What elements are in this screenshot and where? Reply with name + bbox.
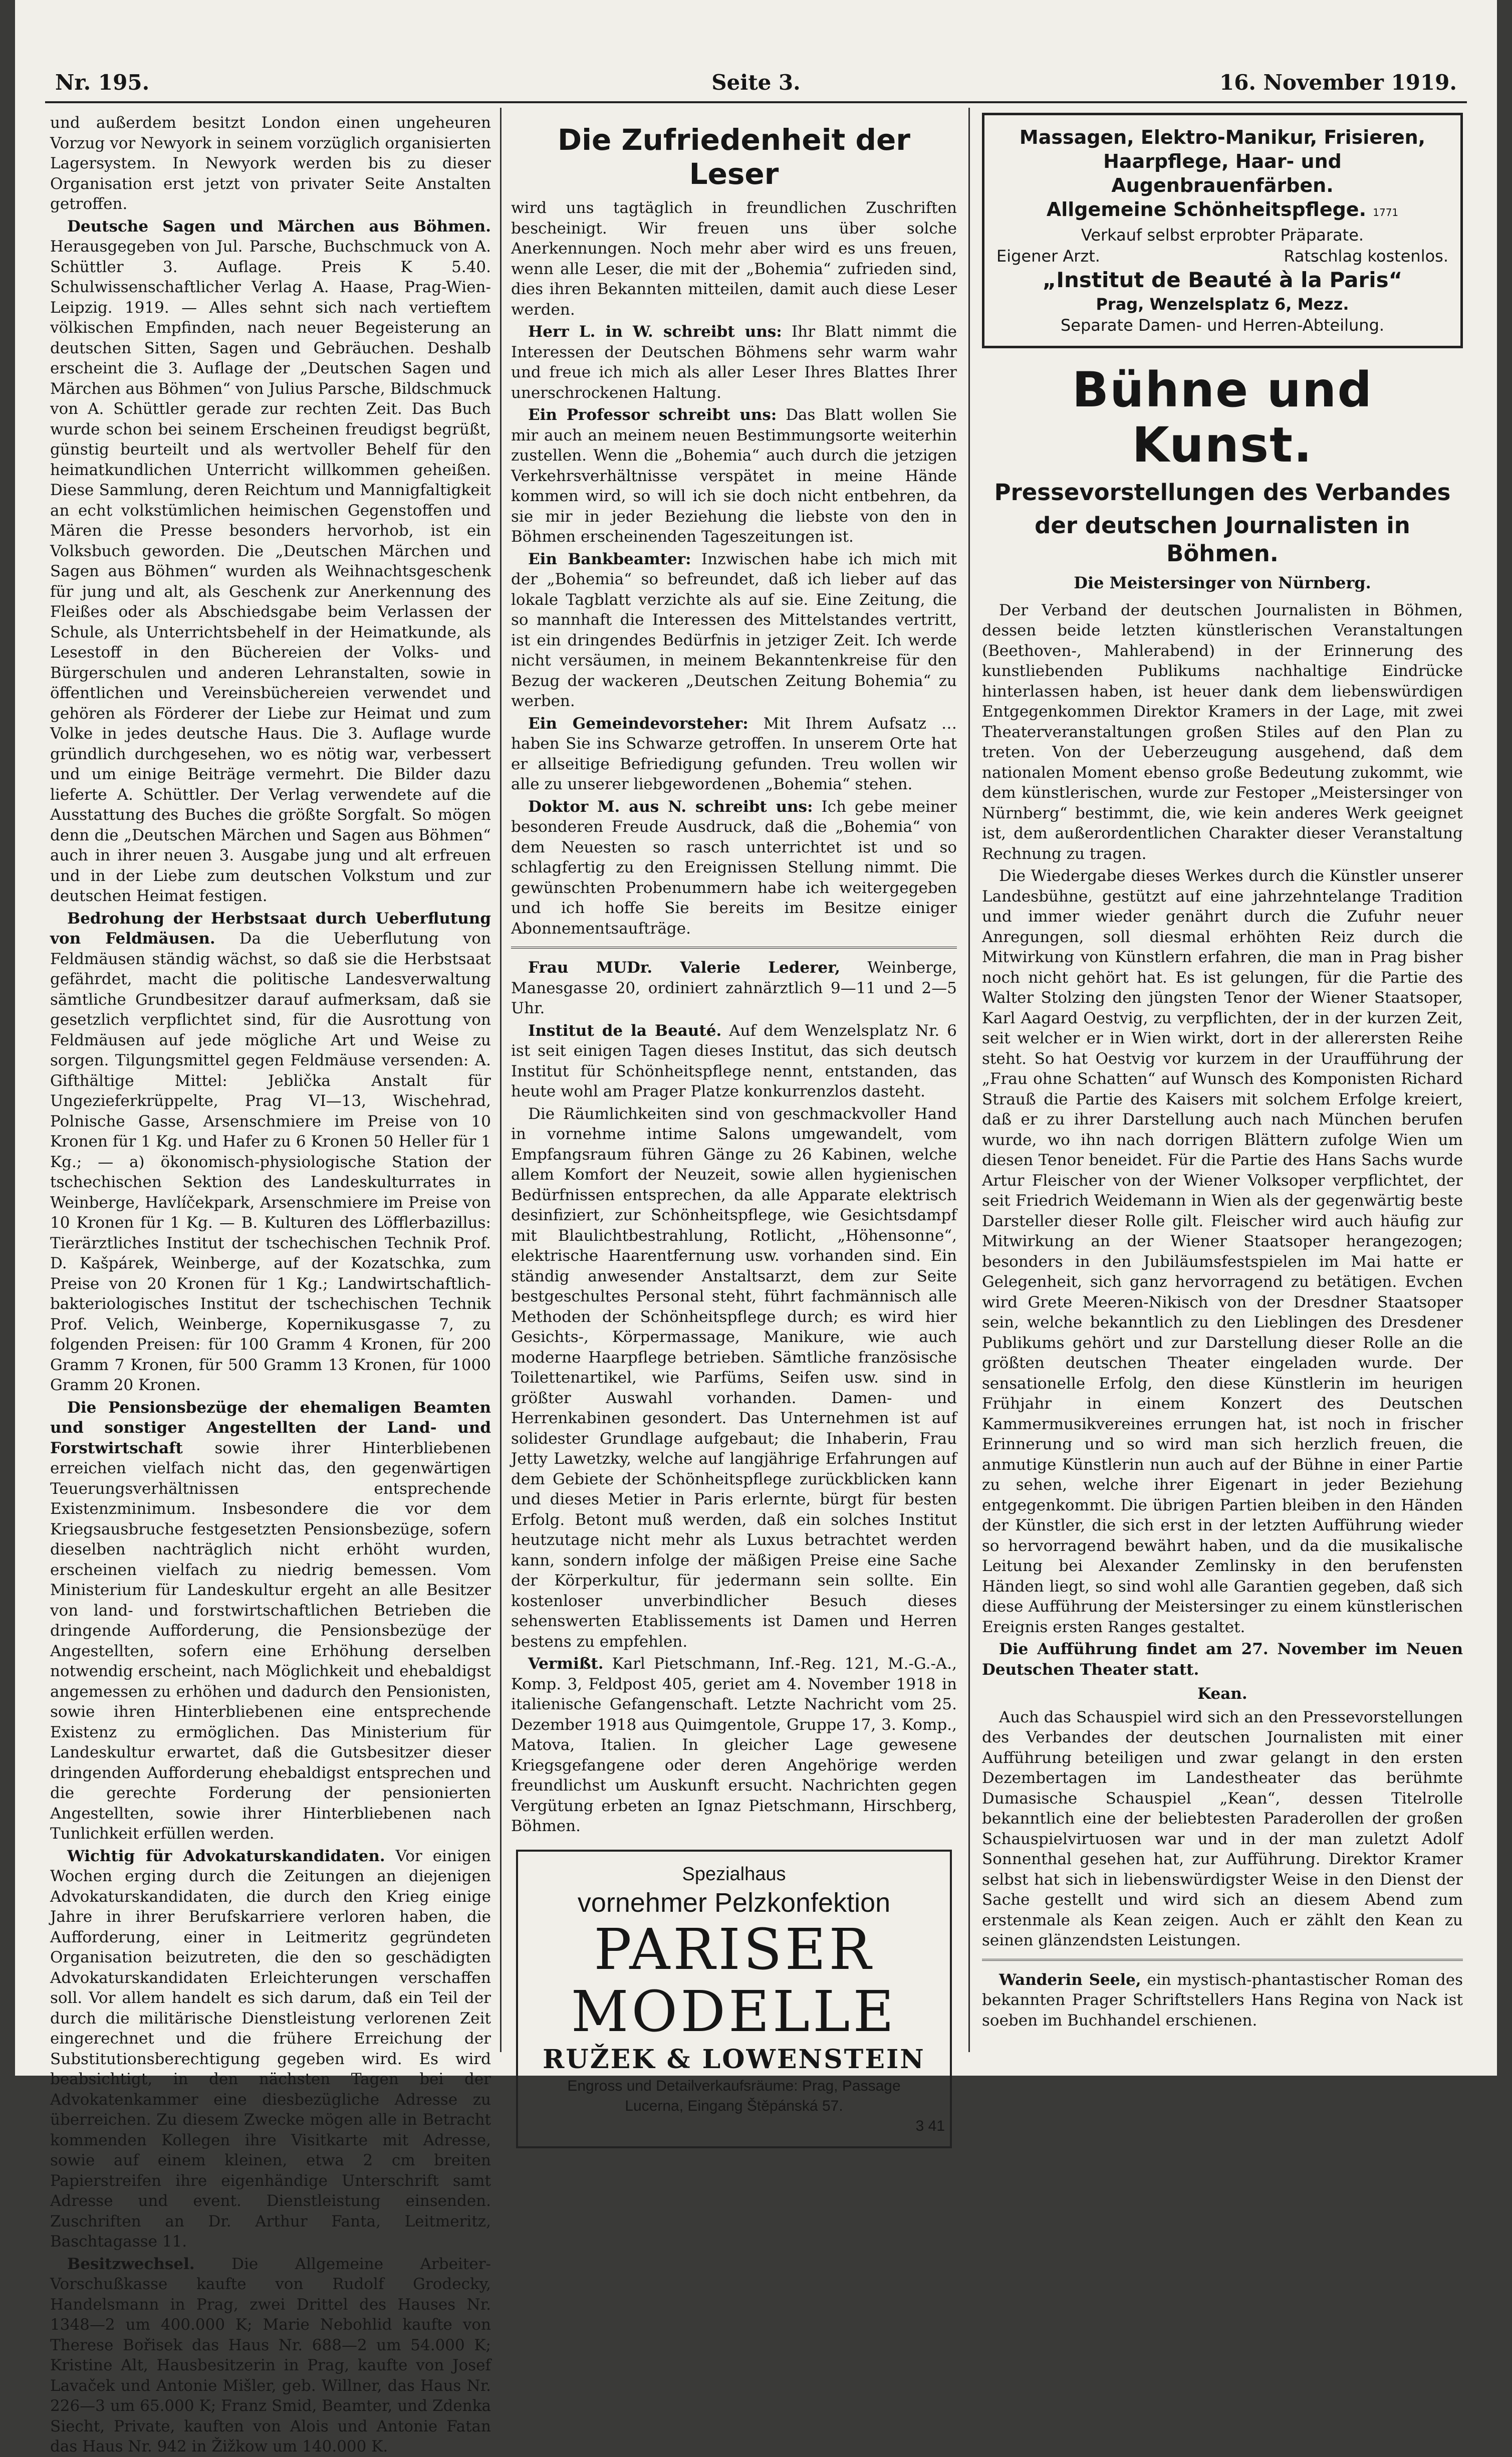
notice-beaute xyxy=(511,1021,957,1102)
article-kean: Auch das Schauspiel wird sich an den Pressevorstellungen des Verbandes der deutschen Journalisten mit einer Aufführung beteiligen und zwar gelangt in den ersten Dezembertagen im Landestheater das berühmte Dumasische Schauspiel „Kean“, dessen Titelrolle bekanntlich eine der beliebtesten Paraderollen der großen Schauspielvirtuosen war und in der man zuletzt Adolf Sonnenthal gesehen hat, zur Aufführung. Direktor Kramer selbst hat sich in liebenswürdigster Weise in den Dienst der Sache gestellt und wird sich an diesem Abend zum erstenmale als Kean zeigen. Auch er zählt den Kean zu seinen glänzendsten Leistungen. xyxy=(982,1708,1463,1949)
letter-3-body: Inzwischen habe ich mich mit der „Bohemia“ so befreundet, daß ich lieber auf das lokale Tagblatt verzichte als auf sie. Eine Zeitung, die so mannhaft die Interessen des Mittelstandes vertritt, ist ein dringendes Bedürfnis in jetziger Zeit. Ich werde nicht versäumen, in meinem Bekanntenkreise für den Bezug der wackeren „Deutschen Zeitung Bohemia“ zu werben. xyxy=(511,550,957,710)
notice-lederer-head: Frau MUDr. Valerie Lederer, xyxy=(528,959,841,977)
advert-spezialhaus: Spezialhaus xyxy=(682,1863,786,1885)
advert-address-1: Engross und Detailverkaufsräume: Prag, Passage xyxy=(567,2077,901,2094)
advert-pelzkonfektion: vornehmer Pelzkonfektion xyxy=(577,1887,891,1918)
advert-institut-beaute xyxy=(982,113,1463,348)
article-wanderin xyxy=(982,1970,1463,2031)
notice-vermisst-body: Karl Pietschmann, Inf.-Reg. 121, M.-G.-A., Komp. 3, Feldpost 405, geriet am 4. November 1918 in italienische Gefangenschaft. Letzte Nachricht vom 25. Dezember 1918 aus Quimgentole, Gruppe 17, 3. Komp., Matova, Italien. In gleicher Lage gewesene Kriegsgefangene oder deren Angehörige werden freundlichst um Auskunft ersucht. Nachrichten gegen Vergütung erbeten an Ignaz Pietschmann, Hirschberg, Böhmen. xyxy=(511,1655,957,1835)
article-pensionen xyxy=(50,1398,491,1844)
article-pensionen-head: Die Pensionsbezüge der ehemaligen Beamten und sonstiger Angestellten der Land- und Forstwirtschaft xyxy=(50,1398,491,1457)
letter-5-head: Doktor M. aus N. schreibt uns: xyxy=(528,797,813,816)
letter-2 xyxy=(511,405,957,547)
notice-beaute-details: Die Räumlichkeiten sind von geschmackvoller Hand in vornehme intime Salons umgewandelt, vom Empfangsraum führen Gänge zu 26 Kabinen, welche allem Komfort der Neuzeit, sowie allen hygienischen Bedürfnissen entsprechen, da alle Apparate elektrisch desinfiziert, zur Schönheitspflege, wie Gesichtsdampf mit Blaulichtbestrahlung, Rotlicht, „Höhensonne“, elektrische Haarentfernung usw. vorhanden sind. Ein ständig anwesender Anstaltsarzt, dem zur Seite bestgeschultes Personal steht, führt fachmännisch alle Methoden der Schönheitspflege durch; es wird hier Gesichts-, Körpermassage, Manikure, wie auch moderne Haarpflege betrieben. Sämtliche französische Toilettenartikel, wie Parfüms, Seifen usw. sind in größter Auswahl vorhanden. Damen- und Herrenkabinen gesondert. Das Unternehmen ist auf solidester Grundlage aufgebaut; die Inhaberin, Frau Jetty Lawetzky, welche auf langjährige Erfahrungen auf dem Gebiete der Schönheitspflege zurückblicken kann und dieses Metier in Paris erlernte, bürgt für besten Erfolg. Betont muß werden, daß ein solches Institut heutzutage nicht mehr als Luxus betrachtet werden kann, sondern infolge der mäßigen Preise eine Sache der Körperkultur, für jedermann sein sollte. Ein kostenloser unverbindlicher Besuch dieses sehenswerten Etablissements ist Damen und Herren bestens zu empfehlen. xyxy=(511,1104,957,1651)
letter-4-body: Mit Ihrem Aufsatz … haben Sie ins Schwarze getroffen. In unserem Orte hat er allseitige Befriedigung gefunden. Treu wollen wir alle zu unserer liebgewordenen „Bohemia“ stehen. xyxy=(511,714,957,793)
advert-beaute-row xyxy=(996,246,1448,267)
section-title-buehne: Bühne und Kunst. xyxy=(1072,362,1373,473)
column-right xyxy=(982,113,1463,2052)
letter-4-head: Ein Gemeindevorsteher: xyxy=(528,714,748,733)
advert-beaute-ratschlag: Ratschlag kostenlos. xyxy=(1284,247,1448,266)
article-advokatur xyxy=(50,1846,491,2252)
subheading-meistersinger: Die Meistersinger von Nürnberg. xyxy=(1074,573,1371,592)
letter-1-head: Herr L. in W. schreibt uns: xyxy=(528,323,782,341)
subheading-presse-2: der deutschen Journalisten in Böhmen. xyxy=(1035,512,1410,567)
advert-beaute-line-3-text: Allgemeine Schönheitspflege. xyxy=(1046,198,1367,220)
subheading-presse-1: Pressevorstellungen des Verbandes xyxy=(994,479,1451,506)
column-middle xyxy=(511,113,957,2134)
advert-beaute-arzt: Eigener Arzt. xyxy=(996,247,1100,266)
article-verband: Der Verband der deutschen Journalisten in Böhmen, dessen beide letzten künstlerischen Veranstaltungen (Beethoven-, Mahlerabend) in der Erinnerung des kunstliebenden Publikums nachhaltige Eindrücke hinterlassen haben, ist heuer dank dem liebenswürdigen Entgegenkommen Direktor Kramers in der Lage, mit zwei Theaterveranstaltungen großen Stiles auf den Plan zu treten. Von der Ueberzeugung ausgehend, daß dem nationalen Moment ebenso große Bedeutung zukommt, wie dem künstlerischen, wurde zur Festoper „Meistersinger von Nürnberg“ bestimmt, die, wie kein anderes Werk geeignet ist, dem außerordentlichen Charakter dieser Veranstaltung Rechnung zu tragen. xyxy=(982,601,1463,863)
letter-5 xyxy=(511,797,957,939)
subheading-kean: Kean. xyxy=(1197,1685,1247,1703)
section-rule xyxy=(511,947,957,949)
zufriedenheit-intro: wird uns tagtäglich in freundlichen Zuschriften bescheinigt. Wir freuen uns über solche Anerkennungen. Noch mehr aber wird es uns freuen, wenn alle Leser, die mit der „Bohemia“ zufrieden sind, dies ihren Bekannten mitteilen, damit auch diese Leser werden. xyxy=(511,199,957,319)
advert-beaute-line-2: Haarpflege, Haar- und Augenbrauenfärben. xyxy=(1103,150,1342,196)
notice-vermisst xyxy=(511,1654,957,1837)
advert-firm-name: RUŽEK & LOWENSTEIN xyxy=(543,2044,925,2075)
letter-3-head: Ein Bankbeamter: xyxy=(528,550,691,568)
letter-4 xyxy=(511,714,957,795)
page-number: Seite 3. xyxy=(711,70,801,95)
article-besitzwechsel xyxy=(50,2254,491,2457)
article-auffuehrung: Die Aufführung findet am 27. November im Neuen Deutschen Theater statt. xyxy=(982,1640,1463,1679)
advert-beaute-name: „Institut de Beauté à la Paris“ xyxy=(1042,268,1403,292)
article-feldmaeuse-body: Da die Ueberflutung von Feldmäusen ständig wächst, so daß sie die Herbstsaat gefährdet, macht die politische Landesverwaltung sämtliche Grundbesitzer darauf aufmerksam, daß sie gesetzlich verpflichtet sind, für die Ausrottung von Feldmäusen auf jede mögliche Art und Weise zu sorgen. Tilgungsmittel gegen Feldmäuse versenden: A. Gifthältige Mittel: Jeblička Anstalt für Ungezieferkrüppelte, Prag VI—13, Wischehrad, Polnische Gasse, Arsenschmiere im Preise von 10 Kronen für 1 Kg. und Hafer zu 6 Kronen 50 Heller für 1 Kg.; — a) ökonomisch-physiologische Station der tschechischen Sektion des Landeskulturrates in Weinberge, Havlíčekpark, Arsenschmiere im Preise von 10 Kronen für 1 Kg. — B. Kulturen des Löfflerbazillus: Tierärztliches Institut der tschechischen Technik Prof. D. Kašpárek, Weinberge, auf der Kozatschka, zum Preise von 20 Kronen für 1 Kg.; Landwirtschaftlich-bakteriologisches Institut der tschechischen Technik Prof. Velich, Weinberge, Kopernikusgasse 7, zu folgenden Preisen: für 100 Gramm 4 Kronen, für 200 Gramm 7 Kronen, für 500 Gramm 13 Kronen, für 1000 Gramm 20 Kronen. xyxy=(50,930,491,1394)
advert-beaute-code: 1771 xyxy=(1373,206,1399,218)
letter-3 xyxy=(511,549,957,712)
advert-code: 3 41 xyxy=(915,2117,945,2134)
column-left xyxy=(50,113,491,2455)
article-london: und außerdem besitzt London einen ungeheuren Vorzug vor Newyork in seinem vorzüglich organisierten Lagersystem. In Newyork werden bis zu dieser Organisation erst jetzt von privater Seite Anstalten getroffen. xyxy=(50,114,491,213)
article-sagen-head: Deutsche Sagen und Märchen aus Böhmen. xyxy=(67,217,491,236)
letter-2-head: Ein Professor schreibt uns: xyxy=(528,406,777,424)
advert-beaute-abteilung: Separate Damen- und Herren-Abteilung. xyxy=(1060,316,1385,335)
section-rule-2 xyxy=(982,1959,1463,1961)
masthead xyxy=(45,60,1467,100)
advert-beaute-line-1: Massagen, Elektro-Manikur, Frisieren, xyxy=(1019,126,1426,148)
letter-5-body: Ich gebe meiner besonderen Freude Ausdruck, daß die „Bohemia“ von dem Neuesten so rasch unterrichtet ist und so schlagfertig zu den Ereignissen Stellung nimmt. Die gewünschten Probenummern habe ich weitergegeben und ich hoffe Sie bereits im Besitze einiger Abonnementsaufträge. xyxy=(511,797,957,938)
article-advokatur-head: Wichtig für Advokaturskandidaten. xyxy=(67,1847,385,1865)
article-sagen-body: Herausgegeben von Jul. Parsche, Buchschmuck von A. Schüttler 3. Auflage. Preis K 5.40. Schulwissenschaftlicher Verlag A. Haase, Prag-Wien-Leipzig. 1919. — Alles sehnt sich nach vertieftem völkischen Empfinden, nach neuer Begeisterung an deutschen Sitten, Sagen und Gebräuchen. Deshalb erscheint die 3. Auflage der „Deutschen Sagen und Märchen aus Böhmen“ von Julius Parsche, Bildschmuck von A. Schüttler gerade zur rechten Zeit. Das Buch wurde schon bei seinem Erscheinen freudigst begrüßt, günstig beurteilt und als wertvoller Behelf für den heimatkundlichen Unterricht willkommen geheißen. Diese Sammlung, deren Reichtum und Mannigfaltigkeit an echt volkstümlichen heimischen Gegenstoffen und Mären die Presse besonders hervorhob, ist ein Volksbuch geworden. Die „Deutschen Märchen und Sagen aus Böhmen“ wurden als Weihnachtsgeschenk für jung und alt, als Geschenk zur Anerkennung des Fleißes oder als Abschiedsgabe beim Verlassen der Schule, als Unterrichtsbehelf in der Heimatkunde, als Lesestoff in den Büchereien der Volks- und Bürgerschulen und anderen Lehranstalten, sowie in öffentlichen und Vereinsbüchereien verwendet und gehören als Förderer der Liebe zur Heimat und zum Volke in jedes deutsche Haus. Die 3. Auflage wurde gründlich durchgesehen, wo es nötig war, verbessert und um einige Beiträge vermehrt. Die Bilder dazu lieferte A. Schüttler. Der Verlag verwendete auf die Ausstattung des Buches die größte Sorgfalt. So mögen denn die „Deutschen Märchen und Sagen aus Böhmen“ auch in ihrer neuen 3. Ausgabe jung und alt erfreuen und in der Liebe zum deutschen Volkstum und zur deutschen Heimat festigen. xyxy=(50,238,491,905)
issue-number: Nr. 195. xyxy=(55,70,150,95)
notice-vermisst-head: Vermißt. xyxy=(528,1655,604,1673)
article-besitzwechsel-head: Besitzwechsel. xyxy=(67,2255,195,2273)
article-advokatur-body: Vor einigen Wochen erging durch die Zeitungen an diejenigen Advokaturskandidaten, die durch den Krieg einige Jahre in ihrer Berufskarriere verloren haben, die Aufforderung, einer in Leitmeritz gegründeten Organisation beizutreten, die den so geschädigten Advokaturskandidaten Erleichterungen verschaffen soll. Vor allem handelt es sich darum, daß ein Teil der durch die militärische Dienstleistung verlorenen Zeit eingerechnet und die frühere Erreichung der Substitutionsberechtigung gegeben wird. Es wird beabsichtigt, in den nächsten Tagen bei der Advokatenkammer eine diesbezügliche Adresse zu überreichen. Zu diesem Zwecke mögen alle in Betracht kommenden Kollegen ihre Visitkarte mit Adresse, sowie auf einem kleinen, etwa 2 cm breiten Papierstreifen ihre eigenhändige Unterschrift samt Adresse und event. Dienstleistung einsenden. Zuschriften an Dr. Arthur Fanta, Leitmeritz, Baschtagasse 11. xyxy=(50,1847,491,2251)
article-feldmaeuse xyxy=(50,909,491,1396)
advert-pariser-modelle-title: PARISER MODELLE xyxy=(571,1917,897,2045)
article-wanderin-body: ein mystisch-phantastischer Roman des bekannten Prager Schriftstellers Hans Regina von Nack ist soeben im Buchhandel erschienen. xyxy=(982,1970,1463,2030)
advert-address-2: Lucerna, Eingang Štěpánská 57. xyxy=(625,2097,843,2114)
letter-2-body: Das Blatt wollen Sie mir auch an meinem neuen Bestimmungsorte weiterhin zustellen. Wenn die „Bohemia“ auch durch die jetzigen Verkehrsverhältnisse verspätet in meine Hände kommen wird, so will ich sie doch nicht entbehren, da sie mir in jeder Beziehung die liebste von den in Böhmen erscheinenden Tageszeitungen ist. xyxy=(511,406,957,546)
advert-beaute-address: Prag, Wenzelsplatz 6, Mezz. xyxy=(1096,295,1349,314)
advert-beaute-line-3 xyxy=(996,197,1448,225)
notice-beaute-head: Institut de la Beauté. xyxy=(528,1021,722,1040)
column-divider-2 xyxy=(968,108,970,2052)
masthead-rule xyxy=(45,101,1467,103)
advert-pariser-modelle xyxy=(516,1850,952,2148)
letter-1-body: Ihr Blatt nimmt die Interessen der Deutschen Böhmens sehr warm wahr und freue ich mich als aller Leser Ihres Blattes Ihrer unerschrockenen Haltung. xyxy=(511,323,957,402)
letter-1 xyxy=(511,322,957,403)
article-wanderin-head: Wanderin Seele, xyxy=(999,1970,1141,1989)
notice-lederer-body: Weinberge, Manesgasse 20, ordiniert zahnärztlich 9—11 und 2—5 Uhr. xyxy=(511,959,957,1017)
newspaper-page xyxy=(15,0,1497,2455)
article-wiedergabe: Die Wiedergabe dieses Werkes durch die Künstler unserer Landesbühne, gestützt auf eine jahrzehntelange Tradition und immer wieder genährt durch die Zufuhr neuer Anregungen, soll diesmal erhöhten Reiz durch die Mitwirkung von Künstlern erfahren, die man in Prag bisher noch nicht gehört hat. Es ist gelungen, für die Partie des Walter Stolzing den jüngsten Tenor der Wiener Staatsoper, Karl Aagard Oestvig, zu verpflichten, der in der kurzen Zeit, seit welcher er in Wien wirkt, dort in der allerersten Reihe steht. So hat Oestvig vor kurzem in der Uraufführung der „Frau ohne Schatten“ auf Wunsch des Komponisten Richard Strauß die Partie des Kaisers mit solchem Erfolge kreiert, daß er zu ihrer Darstellung auch nach München berufen wurde, wo ihn nach dorrigen Blättern zufolge Wien um diesen Tenor beneidet. Für die Partie des Hans Sachs wurde Artur Fleischer von der Wiener Volksoper verpflichtet, der seit Friedrich Weidemann in Wien als der gegenwärtig beste Darsteller dieser Rolle gilt. Fleischer wird auch häufig zur Mitwirkung an der Wiener Staatsoper herangezogen; besonders in den Jubiläumsfestspielen im Mai hatte er Gelegenheit, sich ganz hervorragend zu betätigen. Evchen wird Grete Meeren-Nikisch von der Dresdner Staatsoper sein, welche bekanntlich zu den Lieblingen des Dresdener Publikums gehört und zur Darstellung dieser Rolle an die größten deutschen Theater eingeladen wurde. Der sensationelle Erfolg, den diese Künstlerin im heurigen Frühjahr in einem Konzert des Deutschen Kammermusikvereines errungen hat, ist noch in frischer Erinnerung und so wird man sich herzlich freuen, die anmutige Künstlerin nun auch auf der Bühne in einer Partie zu sehen, welche ihrer Eigenart in jeder Beziehung entgegenkommt. Die übrigen Partien bleiben in den Händen der Künstler, die sich erst in der letzten Aufführung wieder so hervorragend bewährt haben, und da die musikalische Leitung bei Alexander Zemlinsky in den berufensten Händen liegt, so sind wohl alle Garantien gegeben, daß sich diese Aufführung der Meistersinger zu einem künstlerischen Ereignis ersten Ranges gestaltet. xyxy=(982,867,1463,1636)
notice-beaute-body: Auf dem Wenzelsplatz Nr. 6 ist seit einigen Tagen dieses Institut, das sich deutsch Institut für Schönheitspflege nennt, entstanden, das heute wohl am Prager Platze konkurrenzlos dasteht. xyxy=(511,1021,957,1100)
issue-date: 16. November 1919. xyxy=(1219,70,1457,95)
article-sagen xyxy=(50,216,491,907)
heading-zufriedenheit: Die Zufriedenheit der Leser xyxy=(558,123,910,191)
article-besitzwechsel-body: Die Allgemeine Arbeiter-Vorschußkasse kaufte von Rudolf Grodecky, Handelsmann in Prag, zwei Drittel des Hauses Nr. 1348—2 um 400.000 K; Marie Nebohlid kaufte von Therese Bořisek das Haus Nr. 688—2 um 54.000 K; Kristine Alt, Hausbesitzerin in Prag, kaufte von Josef Lavaček und Antonie Mišler, geb. Willner, das Haus Nr. 226—3 um 65.000 K; Franz Smid, Beamter, und Zdenka Siecht, Private, kauften von Alois und Antonie Fatan das Haus Nr. 942 in Žižkow um 140.000 K. xyxy=(50,2255,491,2455)
notice-lederer xyxy=(511,958,957,1019)
column-divider-1 xyxy=(500,108,501,2052)
article-feldmaeuse-head: Bedrohung der Herbstsaat durch Ueberflutung von Feldmäusen. xyxy=(50,909,491,948)
advert-beaute-line-4: Verkauf selbst erprobter Präparate. xyxy=(1081,226,1364,245)
article-pensionen-body: sowie ihrer Hinterbliebenen erreichen vielfach nicht das, den gegenwärtigen Teuerungsverhältnissen entsprechende Existenzminimum. Insbesondere die vor dem Kriegsausbruche festgesetzten Pensionsbezüge, sofern dieselben nachträglich nicht erhöht wurden, erscheinen vielfach zu niedrig bemessen. Vom Ministerium für Landeskultur ergeht an alle Besitzer von land- und forstwirtschaftlichen Betrieben die dringende Aufforderung, die Pensionsbezüge der Angestellten, sofern eine Erhöhung derselben notwendig erscheint, nach Möglichkeit und ehebaldigst angemessen zu erhöhen und dadurch den Pensionisten, sowie ihren Hinterbliebenen eine entsprechende Existenz zu ermöglichen. Das Ministerium für Landeskultur erwartet, daß die Gutsbesitzer dieser dringenden Aufforderung ehebaldigst entsprechen und die gerechte Forderung der pensionierten Angestellten, sowie ihrer Hinterbliebenen nach Tunlichkeit erfüllen werden. xyxy=(50,1439,491,1843)
